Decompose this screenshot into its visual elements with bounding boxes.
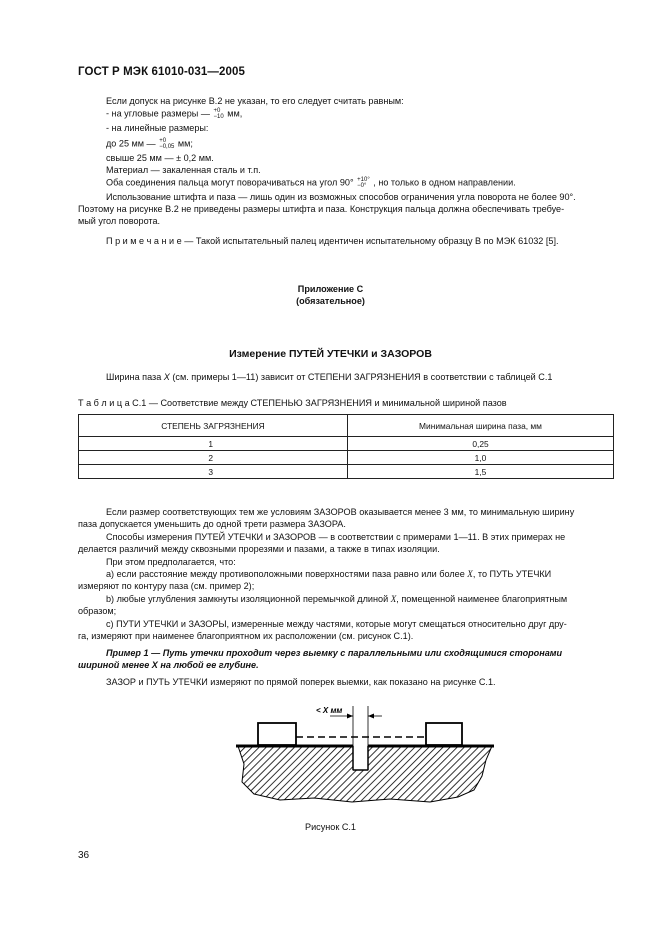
table-caption: Т а б л и ц а С.1 — Соответствие между СТЕПЕНЬЮ ЗАГРЯЗНЕНИЯ и минимальной шириной пазов	[78, 398, 507, 408]
text-fragment: мм;	[177, 138, 193, 149]
tolerance-upper: +0	[159, 138, 167, 144]
text-line: га, измеряют при наименее благоприятном их расположении (см. рисунок С.1).	[78, 631, 414, 641]
text-line: Если размер соответствующих тем же условиям ЗАЗОРОВ оказывается менее 3 мм, то минимальную ширину	[106, 507, 575, 517]
annex-title: Приложение С	[297, 284, 364, 294]
text-line: измеряют по контуру паза (см. пример 2);	[78, 581, 255, 591]
tolerance	[357, 177, 370, 189]
table-cell: 1,0	[348, 451, 614, 465]
tolerance-lower: −0,05	[159, 144, 175, 150]
section-title: Измерение ПУТЕЙ УТЕЧКИ и ЗАЗОРОВ	[229, 348, 432, 360]
text-line: Материал — закаленная сталь и т.п.	[106, 165, 261, 175]
dimension-label: < X мм	[316, 706, 343, 715]
text-fragment: а) если расстояние между противоположными поверхностями паза равно или более	[106, 569, 468, 579]
text-line: делается различий между сквозными прорезями и пазами, а также в типах изоляции.	[78, 544, 440, 554]
conductor-left	[258, 723, 296, 745]
text-line: Поэтому на рисунке В.2 не приведены размеры штифта и паза. Конструкция пальца должна обеспечивать требуе-	[78, 204, 565, 214]
pollution-table	[78, 414, 614, 479]
table-cell: 0,25	[348, 437, 614, 451]
page-number: 36	[78, 850, 90, 861]
tolerance-upper: +10°	[357, 177, 370, 183]
text-fragment: до 25 мм —	[106, 138, 156, 149]
figure-c1-drawing	[230, 698, 500, 810]
text-line	[106, 108, 242, 120]
text-fragment: , но только в одном направлении.	[373, 177, 516, 188]
example-text: Пример 1 — Путь утечки проходит через выемку с параллельными или сходящимися сторонами	[106, 648, 563, 658]
text-line: - на линейные размеры:	[106, 123, 209, 133]
note: П р и м е ч а н и е — Такой испытательный палец идентичен испытательному образцу В по МЭК 61032 [5].	[106, 236, 559, 246]
text-line: с) ПУТИ УТЕЧКИ и ЗАЗОРЫ, измеренные между частями, которые могут смещаться относительно друг дру-	[106, 619, 567, 629]
text-fragment: - на угловые размеры —	[106, 108, 210, 119]
text-line	[106, 138, 193, 150]
table-cell: 3	[79, 465, 348, 479]
text-fragment: , то ПУТЬ УТЕЧКИ	[472, 569, 552, 579]
text-fragment: (см. примеры 1—11) зависит от СТЕПЕНИ ЗАГРЯЗНЕНИЯ в соответствии с таблицей С.1	[169, 372, 553, 382]
text-fragment: b) любые углубления замкнуты изоляционной перемычкой длиной	[106, 594, 391, 604]
example-text: шириной менее X на любой ее глубине.	[78, 660, 259, 670]
text-line: Способы измерения ПУТЕЙ УТЕЧКИ и ЗАЗОРОВ — в соответствии с примерами 1—11. В этих примерах не	[106, 532, 566, 542]
table-row	[79, 465, 614, 479]
tolerance-upper: +0	[213, 108, 221, 114]
text-line: образом;	[78, 606, 117, 616]
text-fragment: , помещенной наименее благоприятным	[396, 594, 568, 604]
annex-status: (обязательное)	[296, 296, 365, 306]
text-line: Использование штифта и паза — лишь один из возможных способов ограничения угла поворота не более 90°.	[106, 192, 576, 202]
text-line: При этом предполагается, что:	[106, 557, 236, 567]
text-fragment: Ширина паза	[106, 372, 164, 382]
text-line: свыше 25 мм — ± 0,2 мм.	[106, 153, 214, 163]
substrate-hatched	[238, 746, 492, 802]
tolerance-lower: −0°	[357, 183, 367, 189]
table-row	[79, 451, 614, 465]
table-header-cell: СТЕПЕНЬ ЗАГРЯЗНЕНИЯ	[79, 415, 348, 437]
text-line: паза допускается уменьшить до одной трети размера ЗАЗОРА.	[78, 519, 346, 529]
text-line: ЗАЗОР и ПУТЬ УТЕЧКИ измеряют по прямой поперек выемки, как показано на рисунке С.1.	[106, 677, 496, 687]
variable-x: X	[390, 594, 397, 604]
text-line: Если допуск на рисунке В.2 не указан, то его следует считать равным:	[106, 96, 404, 106]
text-line	[106, 594, 567, 605]
table-cell: 2	[79, 451, 348, 465]
text-line	[106, 569, 551, 580]
text-line: мый угол поворота.	[78, 216, 161, 226]
text-line	[106, 372, 552, 383]
variable-x: X	[467, 569, 473, 579]
tolerance-lower: −10	[213, 114, 224, 120]
table-header-row	[79, 415, 614, 437]
conductor-right	[426, 723, 462, 745]
text-fragment: мм,	[227, 108, 243, 119]
text-fragment: Оба соединения пальца могут поворачиваться на угол 90°	[106, 177, 354, 188]
tolerance	[213, 108, 223, 120]
figure-caption: Рисунок С.1	[305, 822, 356, 832]
tolerance	[159, 138, 174, 150]
dimension-arrowhead	[368, 714, 374, 719]
table-row	[79, 437, 614, 451]
text-line	[106, 177, 516, 189]
table-header-cell: Минимальная ширина паза, мм	[348, 415, 614, 437]
document-id: ГОСТ Р МЭК 61010-031—2005	[78, 66, 245, 78]
table-cell: 1	[79, 437, 348, 451]
dimension-arrowhead	[347, 714, 353, 719]
variable-x: X	[163, 372, 170, 382]
table-cell: 1,5	[348, 465, 614, 479]
